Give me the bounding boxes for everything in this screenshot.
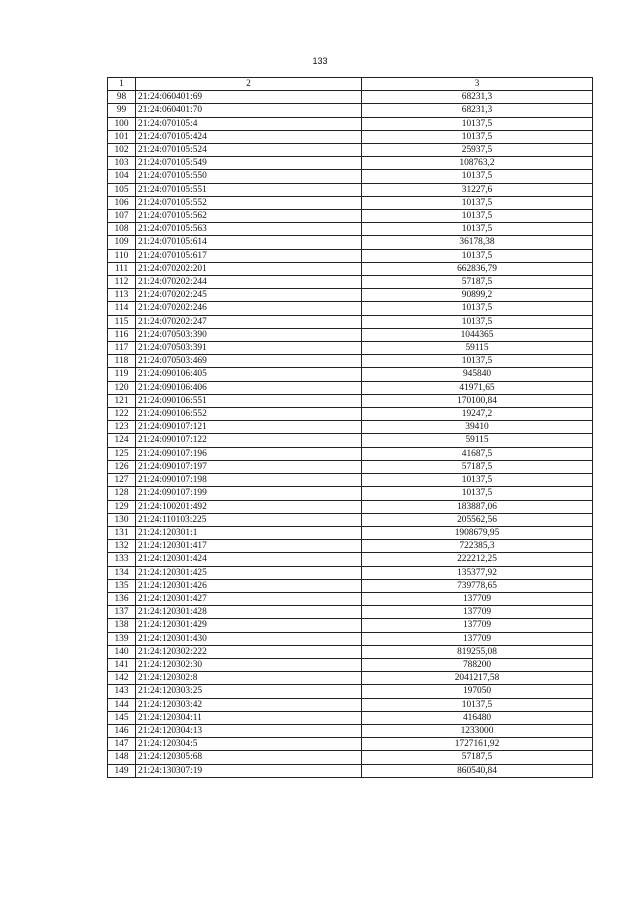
- table-row: [108, 513, 593, 526]
- cadastral-number-cell: 21:24:090107:198: [136, 474, 362, 487]
- cadastral-number-cell: 21:24:070105:550: [136, 170, 362, 183]
- table-row: [108, 724, 593, 737]
- row-number-cell: 127: [108, 474, 136, 487]
- row-number-cell: 140: [108, 645, 136, 658]
- table-row: [108, 738, 593, 751]
- value-cell: 222212,25: [362, 553, 593, 566]
- value-cell: 788200: [362, 658, 593, 671]
- cadastral-number-cell: 21:24:070503:390: [136, 328, 362, 341]
- table-row: [108, 645, 593, 658]
- table-row: [108, 381, 593, 394]
- cadastral-number-cell: 21:24:070202:246: [136, 302, 362, 315]
- value-cell: 57187,5: [362, 460, 593, 473]
- value-cell: 10137,5: [362, 315, 593, 328]
- value-cell: 1044365: [362, 328, 593, 341]
- value-cell: 25937,5: [362, 144, 593, 157]
- row-number-cell: 104: [108, 170, 136, 183]
- row-number-cell: 121: [108, 394, 136, 407]
- cadastral-number-cell: 21:24:070202:244: [136, 276, 362, 289]
- value-cell: 10137,5: [362, 474, 593, 487]
- table-row: [108, 566, 593, 579]
- cadastral-number-cell: 21:24:120301:1: [136, 526, 362, 539]
- table-row: [108, 223, 593, 236]
- row-number-cell: 113: [108, 289, 136, 302]
- value-cell: 68231,3: [362, 91, 593, 104]
- cadastral-number-cell: 21:24:120301:430: [136, 632, 362, 645]
- cadastral-number-cell: 21:24:090107:122: [136, 434, 362, 447]
- value-cell: 183887,06: [362, 500, 593, 513]
- value-cell: 10137,5: [362, 130, 593, 143]
- cadastral-number-cell: 21:24:120304:5: [136, 738, 362, 751]
- row-number-cell: 110: [108, 249, 136, 262]
- table-row: [108, 421, 593, 434]
- table-row: [108, 157, 593, 170]
- table-row: [108, 500, 593, 513]
- row-number-cell: 100: [108, 117, 136, 130]
- row-number-cell: 102: [108, 144, 136, 157]
- row-number-cell: 106: [108, 196, 136, 209]
- value-cell: 108763,2: [362, 157, 593, 170]
- table-body: [108, 91, 593, 778]
- cadastral-number-cell: 21:24:120304:11: [136, 711, 362, 724]
- row-number-cell: 134: [108, 566, 136, 579]
- table-row: [108, 474, 593, 487]
- cadastral-number-cell: 21:24:070202:245: [136, 289, 362, 302]
- cadastral-number-cell: 21:24:090106:405: [136, 368, 362, 381]
- row-number-cell: 148: [108, 751, 136, 764]
- row-number-cell: 112: [108, 276, 136, 289]
- row-number-cell: 120: [108, 381, 136, 394]
- row-number-cell: 99: [108, 104, 136, 117]
- cadastral-number-cell: 21:24:060401:70: [136, 104, 362, 117]
- value-cell: 137709: [362, 606, 593, 619]
- table-row: [108, 619, 593, 632]
- column-header-1: 1: [108, 78, 136, 91]
- cadastral-number-cell: 21:24:070105:562: [136, 210, 362, 223]
- cadastral-number-cell: 21:24:070105:552: [136, 196, 362, 209]
- value-cell: 59115: [362, 434, 593, 447]
- value-cell: 19247,2: [362, 408, 593, 421]
- table-row: [108, 91, 593, 104]
- value-cell: 2041217,58: [362, 672, 593, 685]
- table-row: [108, 632, 593, 645]
- cadastral-number-cell: 21:24:070105:524: [136, 144, 362, 157]
- cadastral-number-cell: 21:24:130307:19: [136, 764, 362, 777]
- value-cell: 205562,56: [362, 513, 593, 526]
- value-cell: 10137,5: [362, 355, 593, 368]
- row-number-cell: 123: [108, 421, 136, 434]
- row-number-cell: 124: [108, 434, 136, 447]
- row-number-cell: 122: [108, 408, 136, 421]
- table-row: [108, 183, 593, 196]
- page-number: 133: [312, 56, 328, 66]
- row-number-cell: 141: [108, 658, 136, 671]
- value-cell: 10137,5: [362, 223, 593, 236]
- row-number-cell: 109: [108, 236, 136, 249]
- cadastral-number-cell: 21:24:070503:391: [136, 342, 362, 355]
- row-number-cell: 142: [108, 672, 136, 685]
- value-cell: 662836,79: [362, 262, 593, 275]
- value-cell: 31227,6: [362, 183, 593, 196]
- row-number-cell: 135: [108, 579, 136, 592]
- table-row: [108, 262, 593, 275]
- value-cell: 39410: [362, 421, 593, 434]
- value-cell: 860540,84: [362, 764, 593, 777]
- row-number-cell: 108: [108, 223, 136, 236]
- cadastral-number-cell: 21:24:070105:4: [136, 117, 362, 130]
- cadastral-number-cell: 21:24:090107:121: [136, 421, 362, 434]
- value-cell: 137709: [362, 619, 593, 632]
- row-number-cell: 101: [108, 130, 136, 143]
- column-header-2: 2: [136, 78, 362, 91]
- value-cell: 10137,5: [362, 210, 593, 223]
- table-row: [108, 460, 593, 473]
- cadastral-number-cell: 21:24:120301:417: [136, 540, 362, 553]
- value-cell: 10137,5: [362, 302, 593, 315]
- row-number-cell: 129: [108, 500, 136, 513]
- cadastral-number-cell: 21:24:120301:428: [136, 606, 362, 619]
- value-cell: 137709: [362, 592, 593, 605]
- row-number-cell: 145: [108, 711, 136, 724]
- row-number-cell: 143: [108, 685, 136, 698]
- value-cell: 10137,5: [362, 487, 593, 500]
- table-row: [108, 130, 593, 143]
- table-row: [108, 764, 593, 777]
- row-number-cell: 107: [108, 210, 136, 223]
- value-cell: 10137,5: [362, 249, 593, 262]
- value-cell: 1727161,92: [362, 738, 593, 751]
- table-row: [108, 606, 593, 619]
- row-number-cell: 111: [108, 262, 136, 275]
- table-row: [108, 315, 593, 328]
- cadastral-number-cell: 21:24:120301:427: [136, 592, 362, 605]
- cadastral-number-cell: 21:24:070105:424: [136, 130, 362, 143]
- row-number-cell: 117: [108, 342, 136, 355]
- row-number-cell: 105: [108, 183, 136, 196]
- row-number-cell: 138: [108, 619, 136, 632]
- table-row: [108, 685, 593, 698]
- cadastral-number-cell: 21:24:120301:424: [136, 553, 362, 566]
- table-row: [108, 104, 593, 117]
- table-row: [108, 236, 593, 249]
- cadastral-number-cell: 21:24:060401:69: [136, 91, 362, 104]
- row-number-cell: 119: [108, 368, 136, 381]
- value-cell: 41971,65: [362, 381, 593, 394]
- table-row: [108, 672, 593, 685]
- row-number-cell: 132: [108, 540, 136, 553]
- row-number-cell: 114: [108, 302, 136, 315]
- cadastral-number-cell: 21:24:090107:197: [136, 460, 362, 473]
- value-cell: 59115: [362, 342, 593, 355]
- table-row: [108, 355, 593, 368]
- table-row: [108, 526, 593, 539]
- row-number-cell: 139: [108, 632, 136, 645]
- value-cell: 10137,5: [362, 117, 593, 130]
- value-cell: 36178,38: [362, 236, 593, 249]
- table-row: [108, 487, 593, 500]
- cadastral-number-cell: 21:24:120302:222: [136, 645, 362, 658]
- value-cell: 416480: [362, 711, 593, 724]
- row-number-cell: 136: [108, 592, 136, 605]
- row-number-cell: 137: [108, 606, 136, 619]
- value-cell: 170100,84: [362, 394, 593, 407]
- value-cell: 10137,5: [362, 196, 593, 209]
- table-row: [108, 698, 593, 711]
- value-cell: 819255,08: [362, 645, 593, 658]
- row-number-cell: 128: [108, 487, 136, 500]
- cadastral-number-cell: 21:24:070503:469: [136, 355, 362, 368]
- table-row: [108, 592, 593, 605]
- cadastral-number-cell: 21:24:120303:42: [136, 698, 362, 711]
- value-cell: 41687,5: [362, 447, 593, 460]
- cadastral-number-cell: 21:24:090106:406: [136, 381, 362, 394]
- cadastral-number-cell: 21:24:120304:13: [136, 724, 362, 737]
- row-number-cell: 133: [108, 553, 136, 566]
- table-row: [108, 711, 593, 724]
- cadastral-number-cell: 21:24:070202:201: [136, 262, 362, 275]
- table-row: [108, 408, 593, 421]
- row-number-cell: 144: [108, 698, 136, 711]
- value-cell: 1233000: [362, 724, 593, 737]
- cadastral-number-cell: 21:24:110103:225: [136, 513, 362, 526]
- table-row: [108, 658, 593, 671]
- table-row: [108, 447, 593, 460]
- value-cell: 135377,92: [362, 566, 593, 579]
- cadastral-number-cell: 21:24:120303:25: [136, 685, 362, 698]
- cadastral-number-cell: 21:24:120301:429: [136, 619, 362, 632]
- value-cell: 137709: [362, 632, 593, 645]
- row-number-cell: 115: [108, 315, 136, 328]
- table-row: [108, 117, 593, 130]
- table-row: [108, 210, 593, 223]
- cadastral-number-cell: 21:24:090107:196: [136, 447, 362, 460]
- table-row: [108, 579, 593, 592]
- table-header-row: [108, 78, 593, 91]
- table-row: [108, 368, 593, 381]
- row-number-cell: 125: [108, 447, 136, 460]
- value-cell: 10137,5: [362, 170, 593, 183]
- row-number-cell: 147: [108, 738, 136, 751]
- value-cell: 57187,5: [362, 751, 593, 764]
- table-row: [108, 540, 593, 553]
- table-row: [108, 302, 593, 315]
- cadastral-number-cell: 21:24:120302:8: [136, 672, 362, 685]
- row-number-cell: 146: [108, 724, 136, 737]
- cadastral-number-cell: 21:24:070105:549: [136, 157, 362, 170]
- cadastral-number-cell: 21:24:070105:614: [136, 236, 362, 249]
- cadastral-number-cell: 21:24:090106:551: [136, 394, 362, 407]
- table-row: [108, 289, 593, 302]
- cadastral-number-cell: 21:24:120305:68: [136, 751, 362, 764]
- cadastral-number-cell: 21:24:120302:30: [136, 658, 362, 671]
- table-row: [108, 328, 593, 341]
- table-row: [108, 434, 593, 447]
- table-row: [108, 249, 593, 262]
- value-cell: 1908679,95: [362, 526, 593, 539]
- cadastral-number-cell: 21:24:070202:247: [136, 315, 362, 328]
- cadastral-number-cell: 21:24:070105:551: [136, 183, 362, 196]
- row-number-cell: 118: [108, 355, 136, 368]
- value-cell: 945840: [362, 368, 593, 381]
- cadastral-number-cell: 21:24:090107:199: [136, 487, 362, 500]
- table-row: [108, 751, 593, 764]
- value-cell: 739778,65: [362, 579, 593, 592]
- table-row: [108, 144, 593, 157]
- value-cell: 57187,5: [362, 276, 593, 289]
- row-number-cell: 103: [108, 157, 136, 170]
- cadastral-number-cell: 21:24:070105:617: [136, 249, 362, 262]
- cadastral-number-cell: 21:24:120301:425: [136, 566, 362, 579]
- row-number-cell: 130: [108, 513, 136, 526]
- cadastral-number-cell: 21:24:100201:492: [136, 500, 362, 513]
- value-cell: 10137,5: [362, 698, 593, 711]
- value-cell: 68231,3: [362, 104, 593, 117]
- table-row: [108, 394, 593, 407]
- cadastral-number-cell: 21:24:070105:563: [136, 223, 362, 236]
- row-number-cell: 126: [108, 460, 136, 473]
- table-row: [108, 276, 593, 289]
- row-number-cell: 149: [108, 764, 136, 777]
- data-table: [107, 77, 593, 778]
- table-row: [108, 170, 593, 183]
- table-row: [108, 553, 593, 566]
- table-row: [108, 342, 593, 355]
- cadastral-number-cell: 21:24:120301:426: [136, 579, 362, 592]
- row-number-cell: 98: [108, 91, 136, 104]
- cadastral-number-cell: 21:24:090106:552: [136, 408, 362, 421]
- column-header-3: 3: [362, 78, 593, 91]
- value-cell: 722385,3: [362, 540, 593, 553]
- value-cell: 90899,2: [362, 289, 593, 302]
- value-cell: 197050: [362, 685, 593, 698]
- table-row: [108, 196, 593, 209]
- row-number-cell: 131: [108, 526, 136, 539]
- row-number-cell: 116: [108, 328, 136, 341]
